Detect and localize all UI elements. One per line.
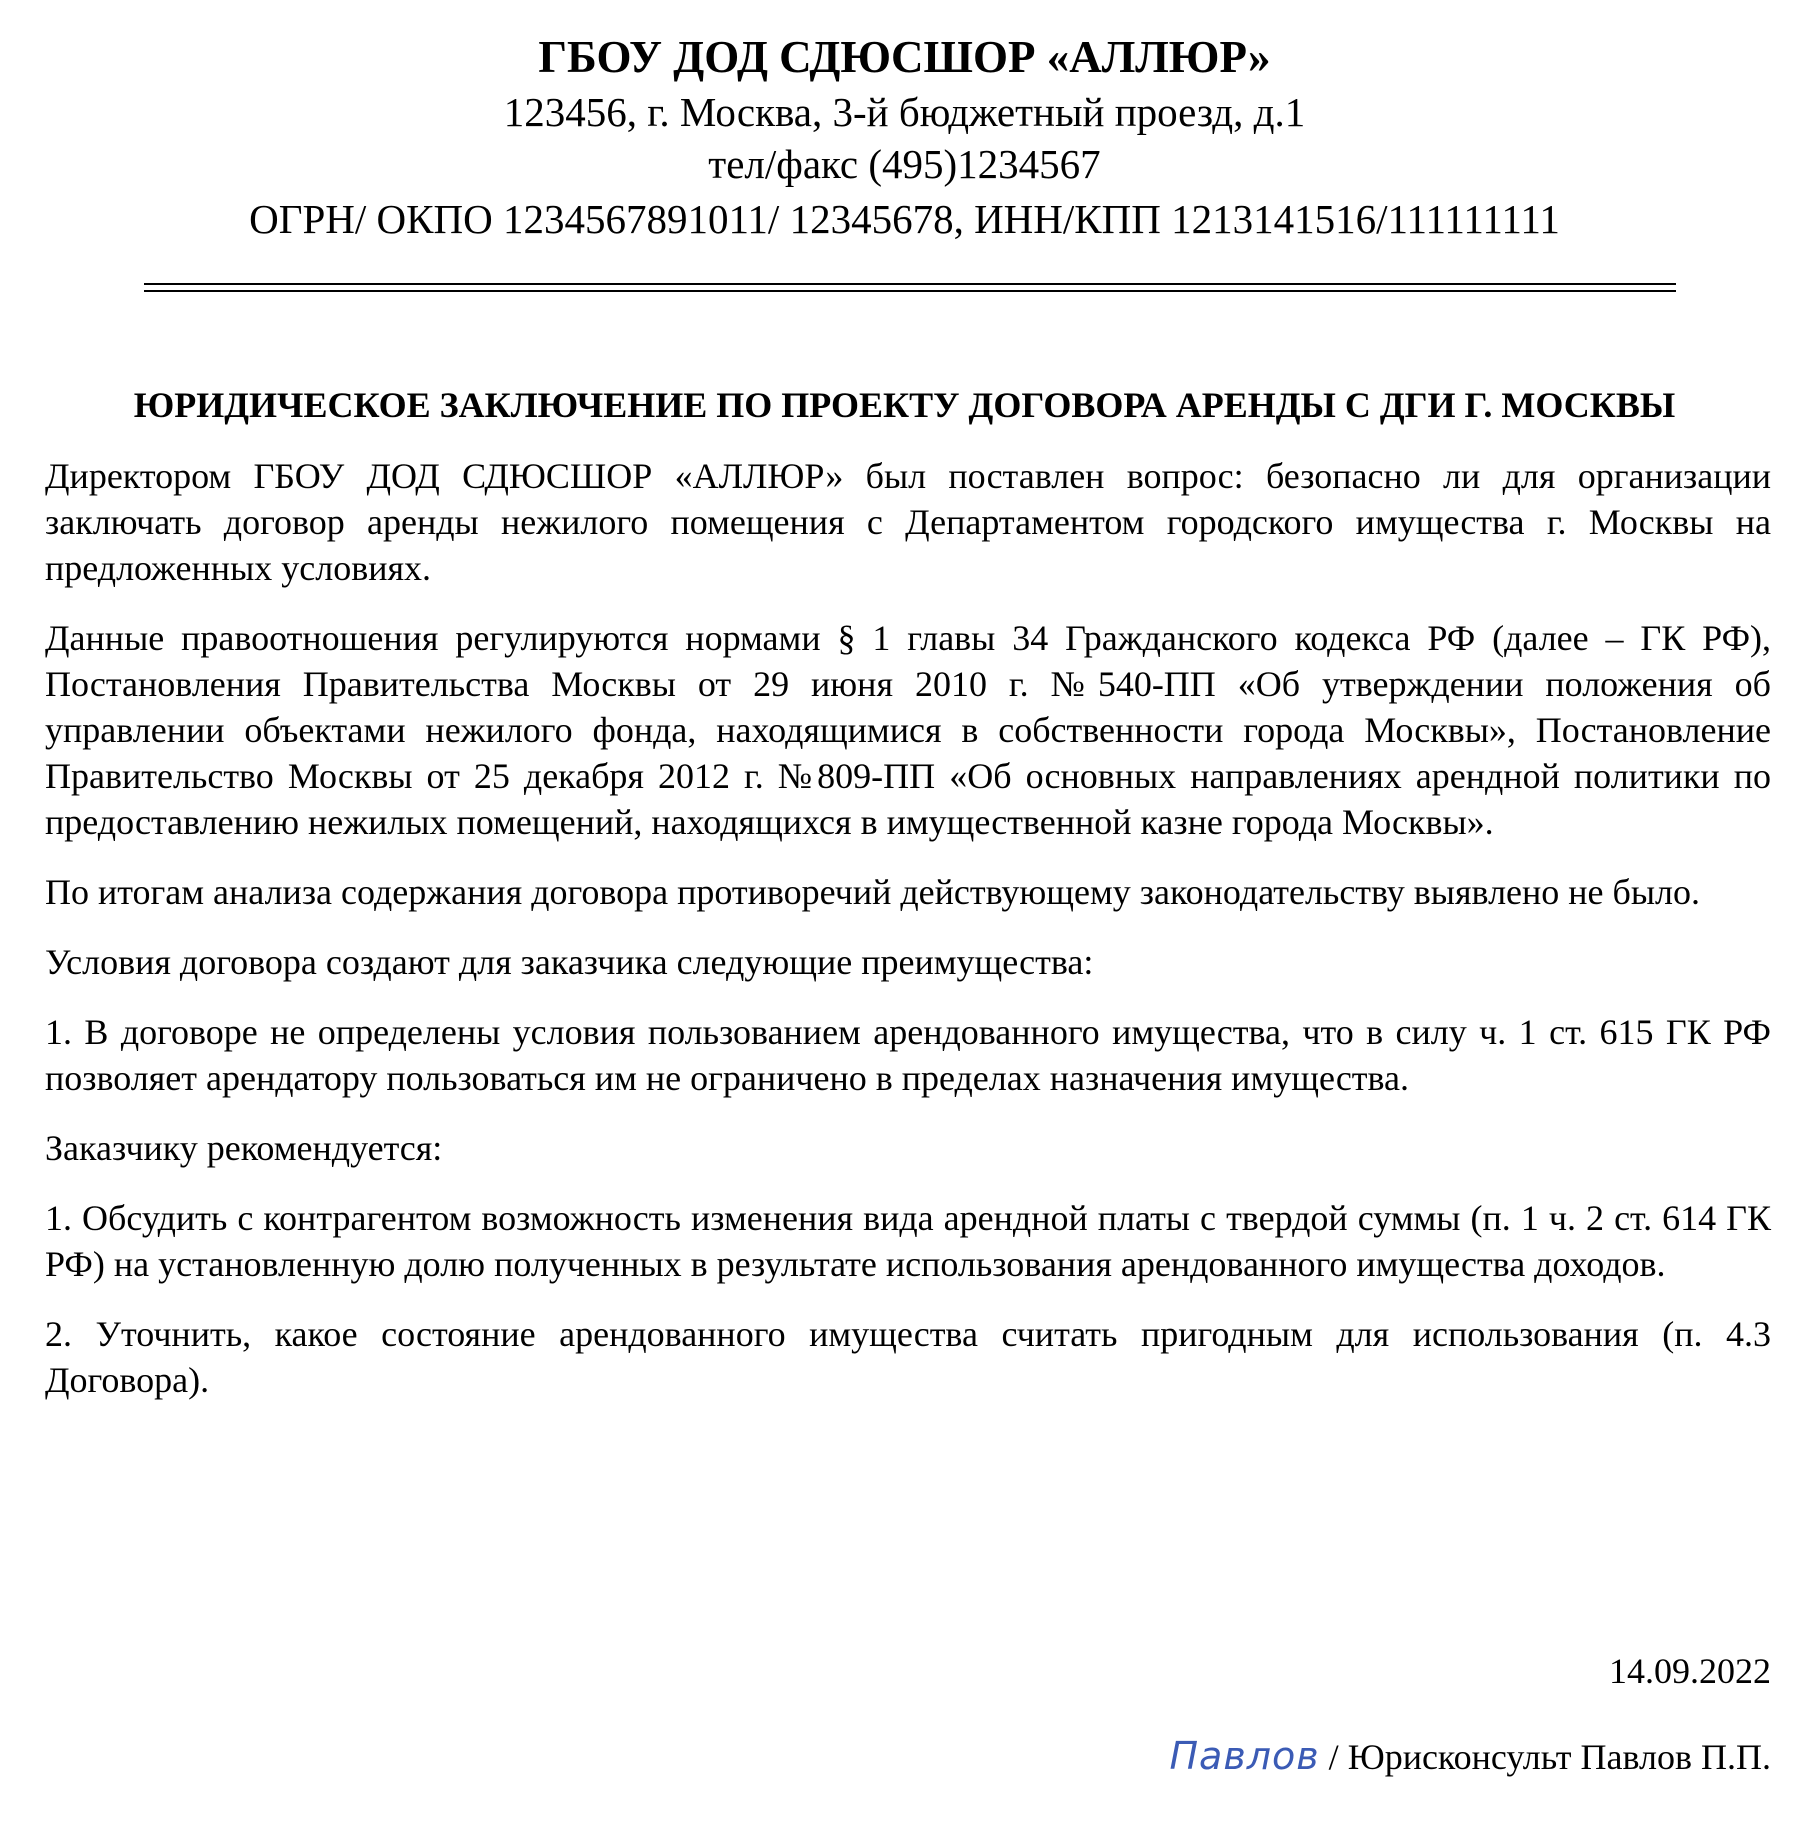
organization-phone: тел/факс (495)1234567: [708, 141, 1101, 187]
letterhead: [0, 28, 1809, 248]
paragraph-question: Директором ГБОУ ДОД СДЮСШОР «АЛЛЮР» был поставлен вопрос: безопасно ли для организации заключать договор аренды нежилого помещения с Департаментом городского имущества г. Москвы на предложенных условиях.: [45, 456, 1771, 588]
paragraph-recommendation-2: 2. Уточнить, какое состояние арендованного имущества считать пригодным для использования (п. 4.3 Договора).: [45, 1314, 1771, 1400]
letterhead-divider-top: [144, 283, 1676, 285]
organization-registration-ids: ОГРН/ ОКПО 1234567891011/ 12345678, ИНН/КПП 1213141516/111111111: [249, 196, 1560, 242]
document-title: ЮРИДИЧЕСКОЕ ЗАКЛЮЧЕНИЕ ПО ПРОЕКТУ ДОГОВОРА АРЕНДЫ С ДГИ Г. МОСКВЫ: [133, 385, 1676, 425]
paragraph-legal-basis: Данные правоотношения регулируются нормами § 1 главы 34 Гражданского кодекса РФ (далее – ГК РФ), Постановления Правительства Москвы от 29 июня 2010 г. №540-ПП «Об утверждении положения об управлении объектами нежилого фонда, находящимися в собственности города Москвы», Постановление Правительство Москвы от 25 декабря 2012 г. №809-ПП «Об основных направлениях арендной политики по предоставлению нежилых помещений, находящихся в имущественной казне города Москвы».: [45, 618, 1771, 842]
signer-name: Юрисконсульт Павлов П.П.: [1347, 1737, 1771, 1777]
signature-block: [1169, 1730, 1771, 1783]
paragraph-recommendations-heading: Заказчику рекомендуется:: [45, 1128, 443, 1168]
organization-name: ГБОУ ДОД СДЮСШОР «АЛЛЮР»: [538, 32, 1271, 82]
paragraph-analysis-result: По итогам анализа содержания договора противоречий действующему законодательству выявлено не было.: [45, 872, 1700, 912]
signature-separator: /: [1328, 1737, 1339, 1777]
paragraph-recommendation-1: 1. Обсудить с контрагентом возможность изменения вида арендной платы с твердой суммы (п. 1 ч. 2 ст. 614 ГК РФ) на установленную долю полученных в результате использования арендованного имущества доходов.: [45, 1198, 1771, 1284]
paragraph-advantage-1: 1. В договоре не определены условия пользованием арендованного имущества, что в силу ч. 1 ст. 615 ГК РФ позволяет арендатору пользоваться им не ограничено в пределах назначения имущества.: [45, 1012, 1771, 1098]
handwritten-signature: Павлов: [1169, 1734, 1320, 1778]
document-date: 14.09.2022: [1609, 1651, 1771, 1691]
paragraph-advantages-heading: Условия договора создают для заказчика следующие преимущества:: [45, 942, 1094, 982]
organization-address: 123456, г. Москва, 3-й бюджетный проезд, д.1: [503, 89, 1306, 135]
letterhead-divider-bottom: [144, 290, 1676, 292]
document-body: [45, 453, 1771, 1427]
